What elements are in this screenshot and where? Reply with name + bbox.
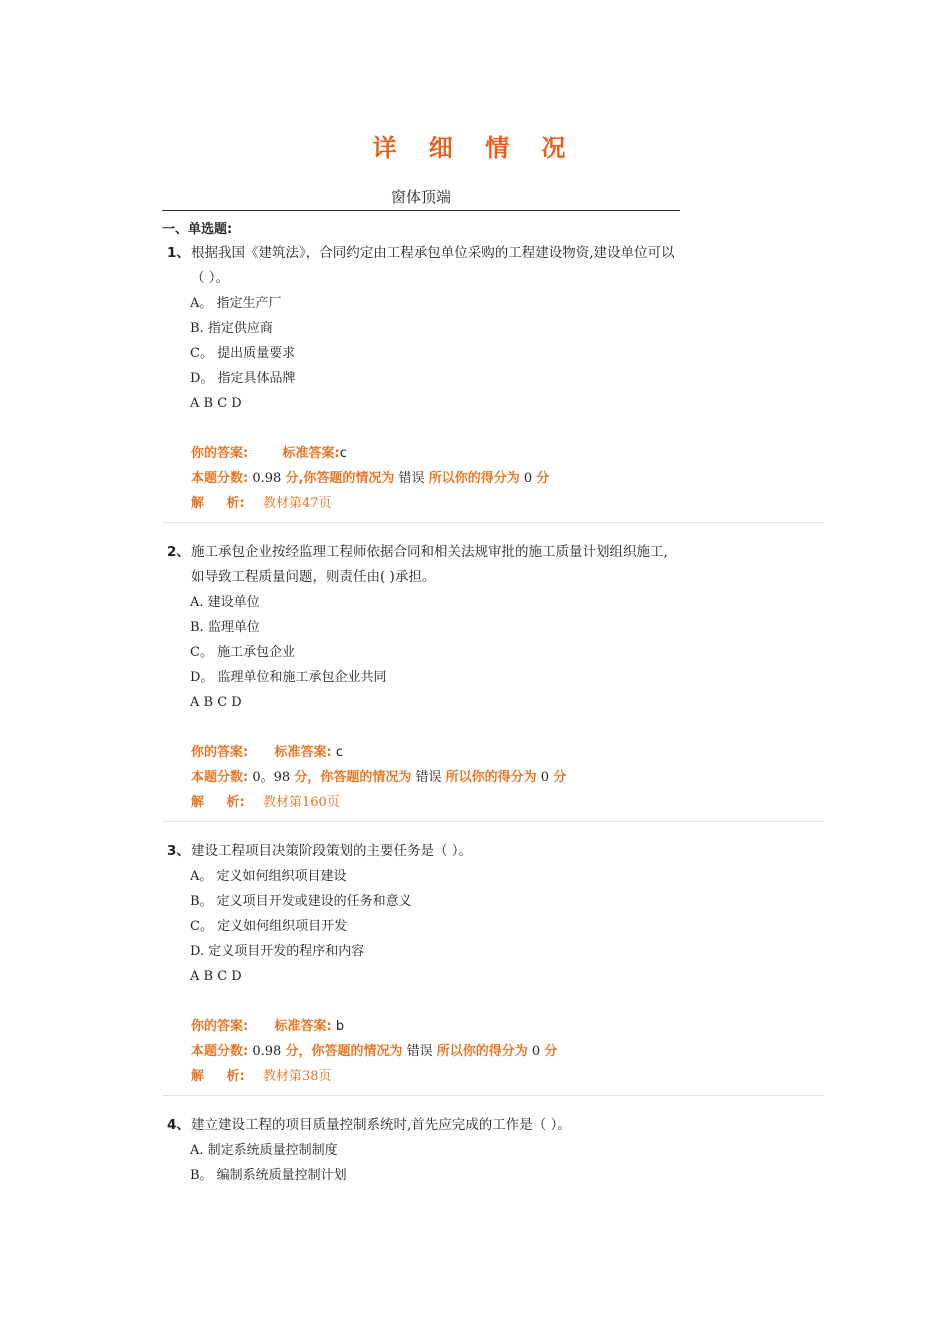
- question-text: 施工承包企业按经监理工程师依据合同和相关法规审批的施工质量计划组织施工,如导致工程质量问题，则责任由( )承担。: [191, 544, 668, 585]
- score-label: 本题分数:: [191, 471, 249, 486]
- score-row: [162, 466, 824, 491]
- score-value: 0。98: [252, 770, 291, 785]
- score-value: 0.98: [252, 471, 282, 486]
- score-row: [162, 765, 824, 790]
- question-text: 建立建设工程的项目质量控制系统时,首先应完成的工作是（ ）。: [191, 1117, 571, 1133]
- analysis-text: 教材第38页: [263, 1069, 332, 1084]
- answer-row: [162, 1014, 824, 1039]
- score-middle: 分，你答题的情况为: [285, 1044, 403, 1059]
- choice-letters: A B C D: [190, 396, 242, 411]
- score-unit: 分: [536, 471, 550, 486]
- choice-letters: A B C D: [190, 695, 242, 710]
- form-top-label: 窗体顶端: [390, 188, 451, 206]
- analysis-text: 教材第47页: [263, 496, 332, 511]
- option-a: A。 定义如何组织项目建设: [190, 869, 347, 884]
- question-text: 建设工程项目决策阶段策划的主要任务是（ ）。: [191, 843, 473, 859]
- score-label: 本题分数:: [191, 770, 249, 785]
- option-d: D. 定义项目开发的程序和内容: [190, 944, 365, 959]
- section-heading: 一、单选题:: [162, 222, 233, 237]
- question-number: 2、: [167, 544, 190, 560]
- option-b: B。 定义项目开发或建设的任务和意义: [190, 894, 412, 909]
- choice-letters: A B C D: [190, 969, 242, 984]
- standard-answer-value: c: [335, 745, 343, 760]
- score-label: 本题分数:: [191, 1044, 249, 1059]
- result-status: 错误: [406, 1044, 433, 1059]
- your-answer-label: 你的答案:: [191, 446, 249, 461]
- standard-answer-value: c: [339, 446, 347, 461]
- option-a: A。 指定生产厂: [190, 296, 282, 311]
- question-number: 1、: [167, 245, 190, 261]
- option-d: D。 指定具体品牌: [190, 371, 296, 386]
- form-top-divider: [162, 210, 680, 211]
- option-a: A. 建设单位: [190, 595, 260, 610]
- analysis-row: [162, 491, 824, 516]
- option-b: B. 指定供应商: [190, 321, 273, 336]
- option-b: B. 监理单位: [190, 620, 260, 635]
- standard-answer-label: 标准答案:: [274, 1019, 332, 1034]
- question-divider: [162, 821, 824, 822]
- earned-score: 0: [540, 770, 550, 785]
- score-tail: 所以你的得分为: [445, 770, 537, 785]
- score-middle: 分，你答题的情况为: [294, 770, 412, 785]
- analysis-label: 解 析:: [191, 795, 245, 810]
- earned-score: 0: [531, 1044, 541, 1059]
- question-1: [162, 241, 824, 523]
- analysis-row: [162, 1064, 824, 1089]
- page-title: 详 细 情 况: [372, 134, 578, 162]
- score-value: 0.98: [252, 1044, 282, 1059]
- question-number: 4、: [167, 1117, 190, 1133]
- score-tail: 所以你的得分为: [436, 1044, 528, 1059]
- answer-row: [162, 441, 824, 466]
- answer-row: [162, 740, 824, 765]
- your-answer-label: 你的答案:: [191, 745, 249, 760]
- option-c: C。 定义如何组织项目开发: [190, 919, 348, 934]
- score-row: [162, 1039, 824, 1064]
- question-3: [162, 839, 824, 1096]
- question-divider: [162, 522, 824, 523]
- analysis-text: 教材第160页: [263, 795, 340, 810]
- analysis-label: 解 析:: [191, 1069, 245, 1084]
- score-middle: 分,你答题的情况为: [285, 471, 395, 486]
- earned-score: 0: [523, 471, 533, 486]
- result-status: 错误: [415, 770, 442, 785]
- option-c: C。 施工承包企业: [190, 645, 296, 660]
- analysis-label: 解 析:: [191, 496, 245, 511]
- option-d: D。 监理单位和施工承包企业共同: [190, 670, 387, 685]
- question-4: [162, 1113, 824, 1188]
- standard-answer-label: 标准答案:: [274, 745, 332, 760]
- result-status: 错误: [398, 471, 425, 486]
- option-b: B。 编制系统质量控制计划: [190, 1168, 347, 1183]
- your-answer-label: 你的答案:: [191, 1019, 249, 1034]
- score-tail: 所以你的得分为: [428, 471, 520, 486]
- score-unit: 分: [544, 1044, 558, 1059]
- question-text: 根据我国《建筑法》，合同约定由工程承包单位采购的工程建设物资,建设单位可以（ ）。: [191, 245, 675, 286]
- option-a: A. 制定系统质量控制制度: [190, 1143, 338, 1158]
- score-unit: 分: [553, 770, 567, 785]
- standard-answer-value: b: [335, 1019, 345, 1034]
- question-number: 3、: [167, 843, 190, 859]
- option-c: C。 提出质量要求: [190, 346, 296, 361]
- analysis-row: [162, 790, 824, 815]
- question-2: [162, 540, 824, 822]
- standard-answer-label: 标准答案:: [282, 446, 340, 461]
- question-divider: [162, 1095, 824, 1096]
